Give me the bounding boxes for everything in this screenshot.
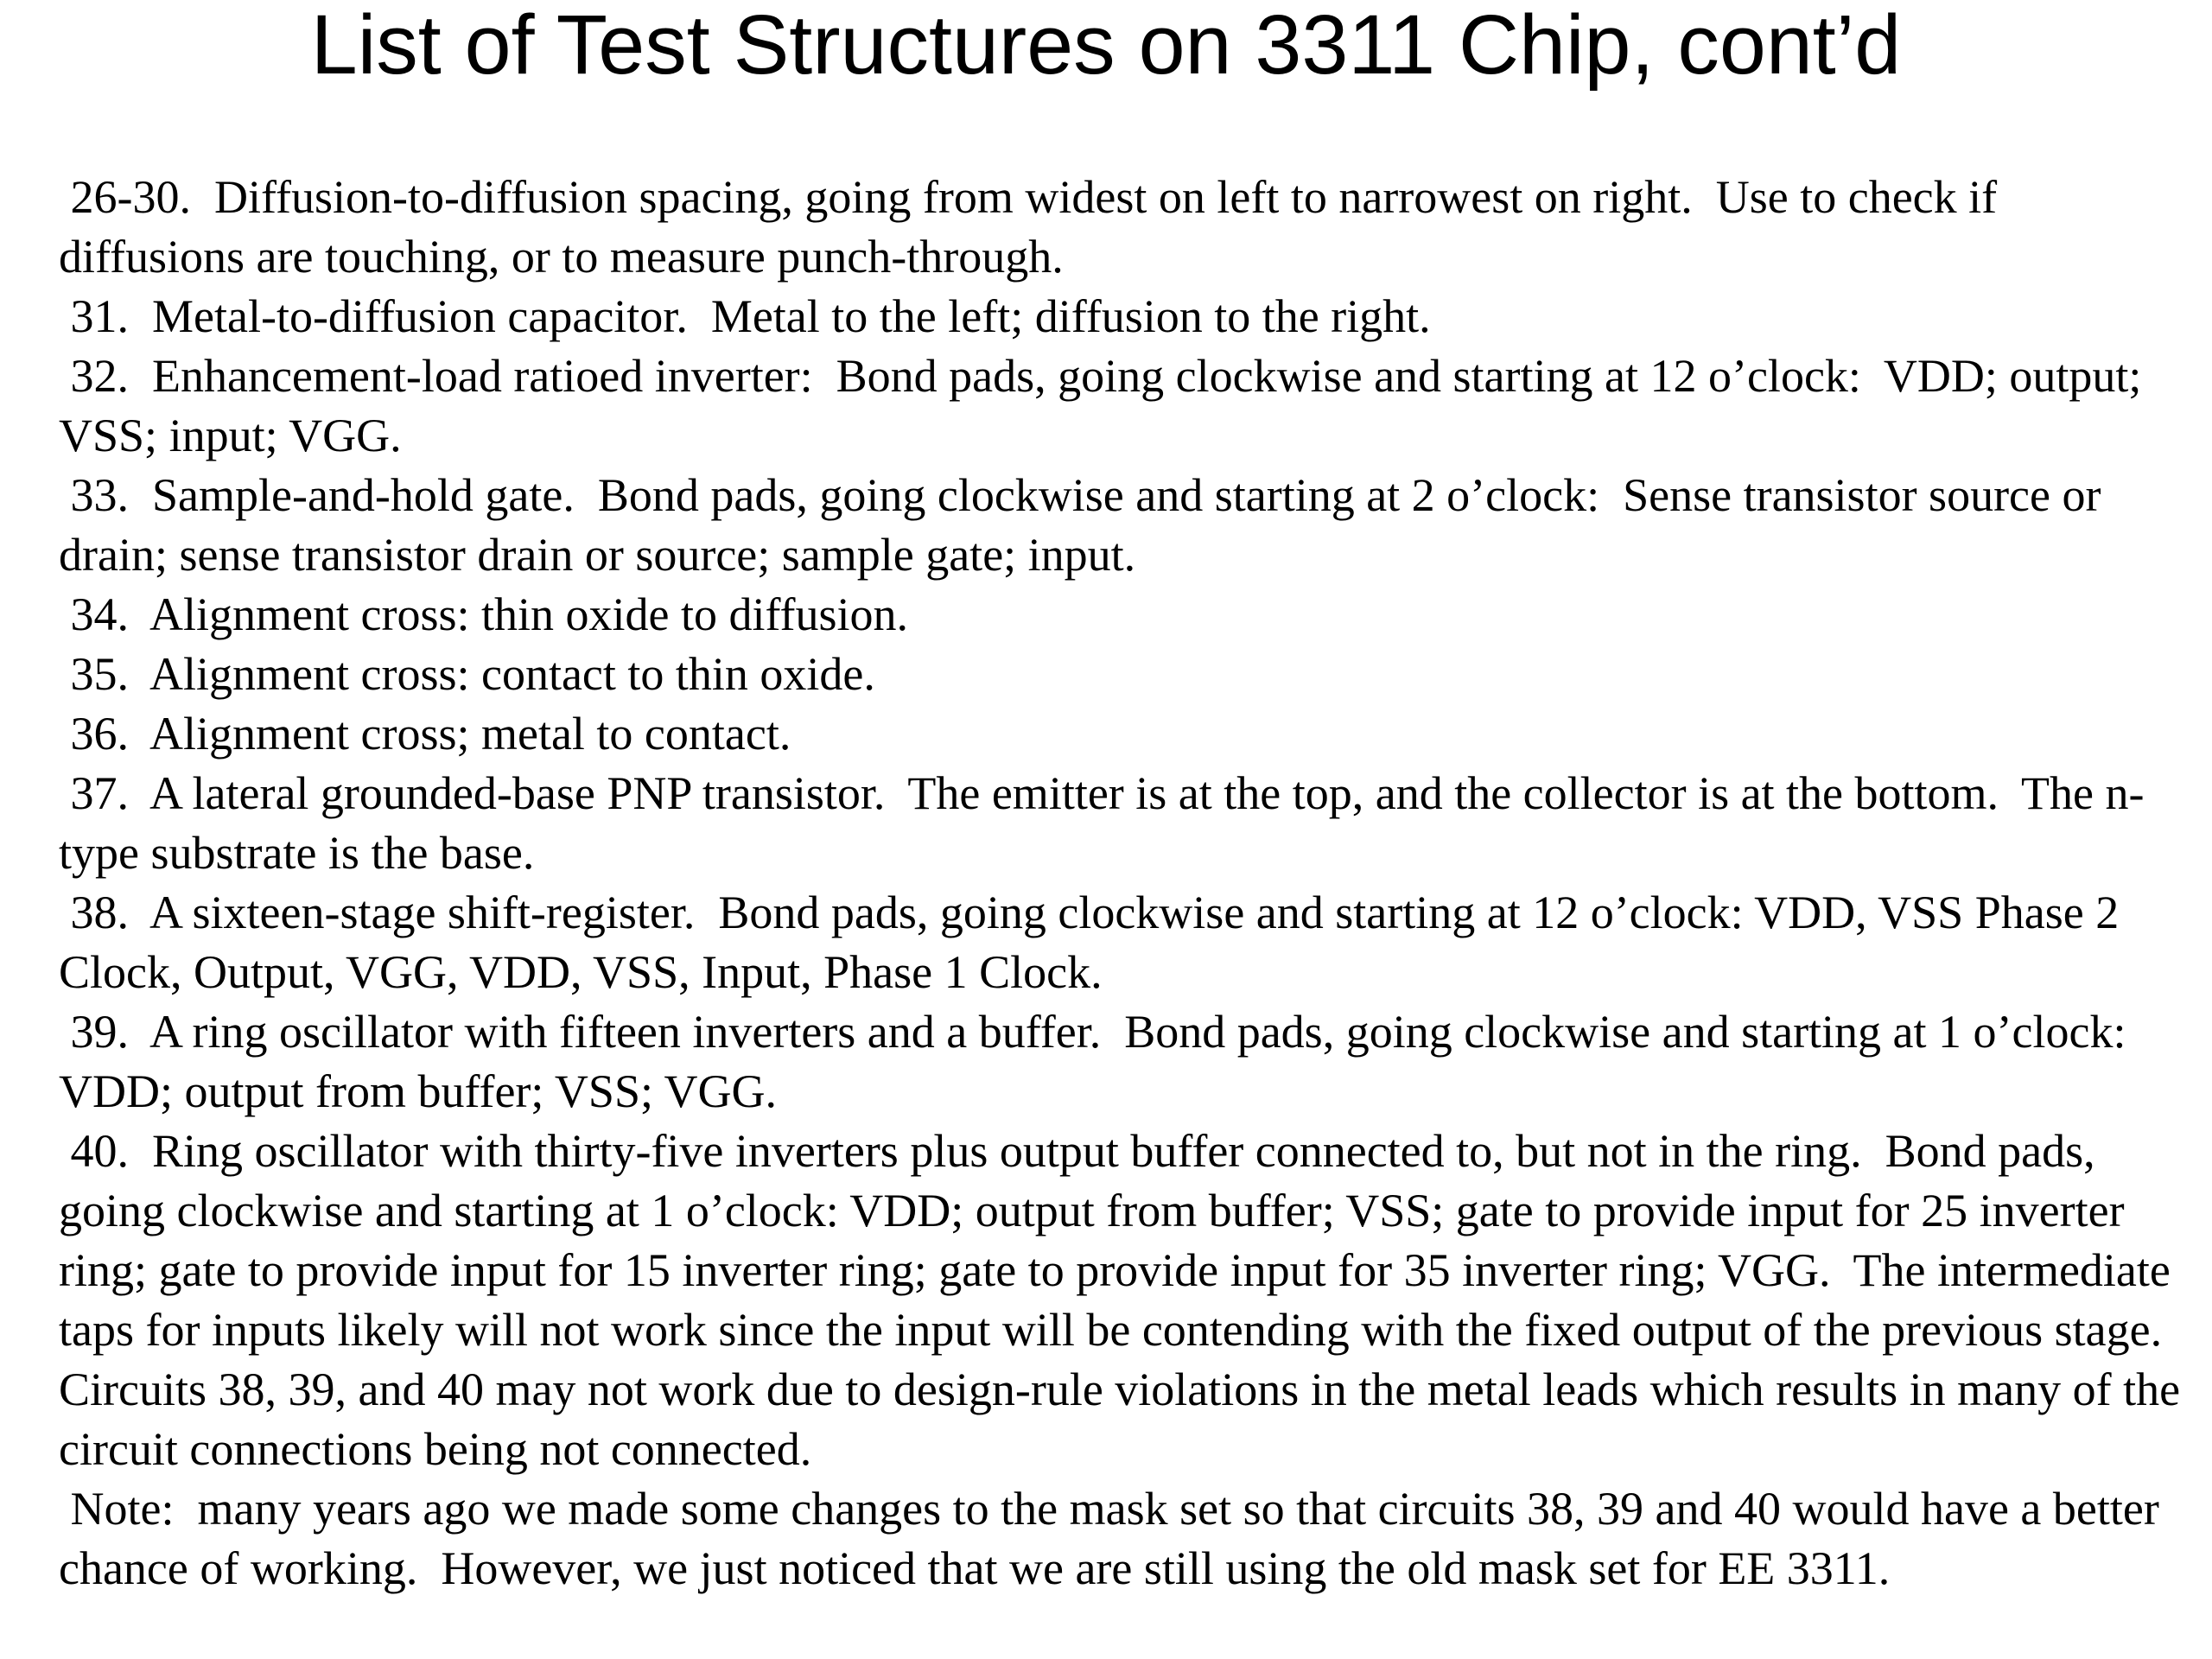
body-text xyxy=(59,168,2193,1599)
item-34: 34. Alignment cross: thin oxide to diffusion. xyxy=(59,588,908,640)
item-31: 31. Metal-to-diffusion capacitor. Metal to the left; diffusion to the right. xyxy=(59,290,1431,342)
item-37: 37. A lateral grounded-base PNP transistor. The emitter is at the top, and the collector is at the bottom. The n-type substrate is the base. xyxy=(59,767,2145,879)
item-26-30: 26-30. Diffusion-to-diffusion spacing, going from widest on left to narrowest on right. Use to check if diffusions are touching, or to measure punch-through. xyxy=(59,171,2009,283)
slide-title: List of Test Structures on 3311 Chip, cont’d xyxy=(310,0,1902,92)
item-32: 32. Enhancement-load ratioed inverter: Bond pads, going clockwise and starting at 12 o’clock: VDD; output; VSS; input; VGG. xyxy=(59,350,2152,461)
item-40: 40. Ring oscillator with thirty-five inverters plus output buffer connected to, but not in the ring. Bond pads, going clockwise and starting at 1 o’clock: VDD; output from buffer; VSS; gate to provide input for 25 inverter ring; gate to provide input for 15 inverter ring; gate to provide input for 35 inverter ring; VGG. The intermediate taps for inputs likely will not work since the input will be contending with the fixed output of the previous stage. xyxy=(59,1125,2183,1356)
circuits-note: Circuits 38, 39, and 40 may not work due to design-rule violations in the metal leads which results in many of the circuit connections being not connected. xyxy=(59,1363,2192,1475)
mask-set-note: Note: many years ago we made some changes to the mask set so that circuits 38, 39 and 40 would have a better chance of working. However, we just noticed that we are still using the old mask set for EE 3311. xyxy=(59,1483,2171,1594)
item-33: 33. Sample-and-hold gate. Bond pads, going clockwise and starting at 2 o’clock: Sense transistor source or drain; sense transistor drain or source; sample gate; input. xyxy=(59,469,2113,581)
item-39: 39. A ring oscillator with fifteen inverters and a buffer. Bond pads, going clockwise and starting at 1 o’clock: VDD; output from buffer; VSS; VGG. xyxy=(59,1006,2137,1117)
item-38: 38. A sixteen-stage shift-register. Bond pads, going clockwise and starting at 12 o’clock: VDD, VSS Phase 2 Clock, Output, VGG, VDD, VSS, Input, Phase 1 Clock. xyxy=(59,887,2131,998)
item-35: 35. Alignment cross: contact to thin oxide. xyxy=(59,648,875,700)
item-36: 36. Alignment cross; metal to contact. xyxy=(59,708,791,760)
